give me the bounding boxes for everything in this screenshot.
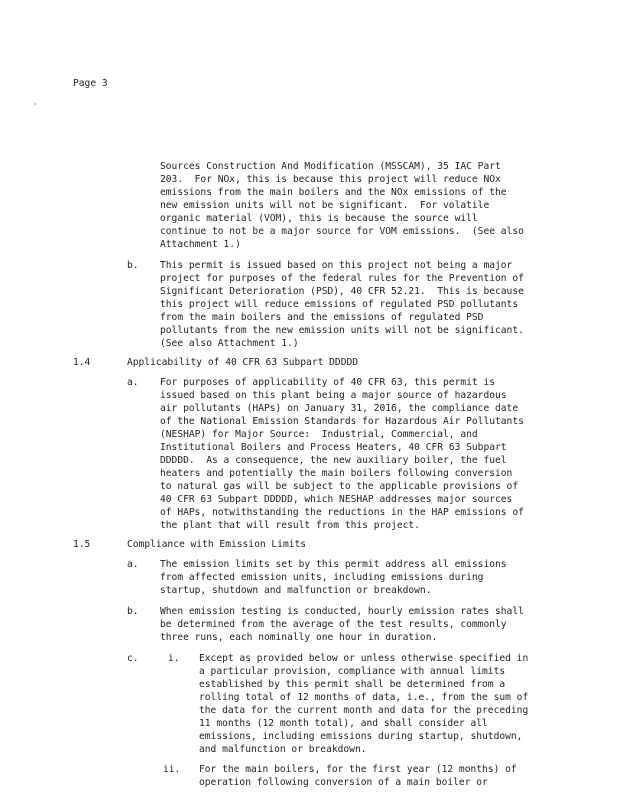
section-1-4-a-line: of the National Emission Standards for Hazardous Air Pollutants <box>160 416 524 427</box>
item-marker: c. <box>127 653 139 664</box>
section-1-5-c-i-line: and malfunction or breakdown. <box>199 744 367 755</box>
section-1-5-c-i-line: 11 months (12 month total), and shall consider all <box>199 718 488 729</box>
section-1-4-a-line: (NESHAP) for Major Source: Industrial, Commercial, and <box>160 429 478 440</box>
subitem-marker: ii. <box>163 764 181 775</box>
section-1-5-c-i-line: rolling total of 12 months of data, i.e., from the sum of <box>199 692 529 703</box>
section-1-5-c-i-line: the data for the current month and data for the preceding <box>199 705 529 716</box>
section-number: 1.5 <box>73 539 91 550</box>
intro-line: Sources Construction And Modification (MSSCAM), 35 IAC Part <box>160 161 501 172</box>
section-1-4-a-line: of HAPs, notwithstanding the reductions in the HAP emissions of <box>160 507 524 518</box>
intro-line: continue to not be a major source for VOM emissions. (See also <box>160 226 524 237</box>
section-1-5-b-line: be determined from the average of the test results, commonly <box>160 619 507 630</box>
section-1-4-a-line: the plant that will result from this project. <box>160 520 420 531</box>
item-b-line: pollutants from the new emission units will not be significant. <box>160 325 524 336</box>
section-1-4-a-line: heaters and potentially the main boilers following conversion <box>160 468 513 479</box>
item-marker: a. <box>127 377 139 388</box>
item-marker: a. <box>127 559 139 570</box>
section-title: Compliance with Emission Limits <box>127 539 307 550</box>
section-1-5-a-line: from affected emission units, including emissions during <box>160 572 484 583</box>
section-1-4-a-line: Institutional Boilers and Process Heaters, 40 CFR 63 Subpart <box>160 442 507 453</box>
section-1-5-c-i-line: established by this permit shall be determined from a <box>199 679 506 690</box>
section-1-4-a-line: 40 CFR 63 Subpart DDDDD, which NESHAP addresses major sources <box>160 494 513 505</box>
item-b-line: from the main boilers and the emissions of regulated PSD <box>160 312 484 323</box>
section-1-4-a-line: For purposes of applicability of 40 CFR 63, this permit is <box>160 377 496 388</box>
section-1-5-b-line: When emission testing is conducted, hourly emission rates shall <box>160 606 524 617</box>
intro-line: Attachment 1.) <box>160 239 241 250</box>
section-number: 1.4 <box>73 357 91 368</box>
item-b-line: (See also Attachment 1.) <box>160 338 299 349</box>
section-1-4-a-line: to natural gas will be subject to the applicable provisions of <box>160 481 519 492</box>
section-1-5-c-ii-line: For the main boilers, for the first year (12 months) of <box>199 764 517 775</box>
page-label: Page 3 <box>73 78 108 89</box>
intro-line: organic material (VOM), this is because the source will <box>160 213 478 224</box>
section-1-5-c-i-line: a particular provision, compliance with annual limits <box>199 666 506 677</box>
section-1-4-a-line: DDDDD. As a consequence, the new auxiliary boiler, the fuel <box>160 455 507 466</box>
section-1-5-a-line: The emission limits set by this permit address all emissions <box>160 559 507 570</box>
item-marker: b. <box>127 606 139 617</box>
section-1-5-c-i-line: Except as provided below or unless otherwise specified in <box>199 653 529 664</box>
subitem-marker: i. <box>168 653 180 664</box>
intro-line: 203. For NOx, this is because this project will reduce NOx <box>160 174 501 185</box>
scan-speck <box>34 103 36 105</box>
section-1-5-c-i-line: emissions, including emissions during startup, shutdown, <box>199 731 523 742</box>
item-b-line: This permit is issued based on this project not being a major <box>160 260 513 271</box>
item-b-line: project for purposes of the federal rules for the Prevention of <box>160 273 524 284</box>
intro-line: new emission units will not be significant. For volatile <box>160 200 490 211</box>
intro-line: emissions from the main boilers and the NOx emissions of the <box>160 187 507 198</box>
item-b-line: Significant Deterioration (PSD), 40 CFR 52.21. This is because <box>160 286 524 297</box>
section-1-5-c-ii-line: operation following conversion of a main boiler or <box>199 777 488 788</box>
item-b-line: this project will reduce emissions of regulated PSD pollutants <box>160 299 519 310</box>
item-marker: b. <box>127 260 139 271</box>
section-1-5-a-line: startup, shutdown and malfunction or breakdown. <box>160 585 432 596</box>
section-1-5-b-line: three runs, each nominally one hour in duration. <box>160 632 438 643</box>
section-1-4-a-line: air pollutants (HAPs) on January 31, 2016, the compliance date <box>160 403 519 414</box>
section-1-4-a-line: issued based on this plant being a major source of hazardous <box>160 390 507 401</box>
section-title: Applicability of 40 CFR 63 Subpart DDDDD <box>127 357 359 368</box>
